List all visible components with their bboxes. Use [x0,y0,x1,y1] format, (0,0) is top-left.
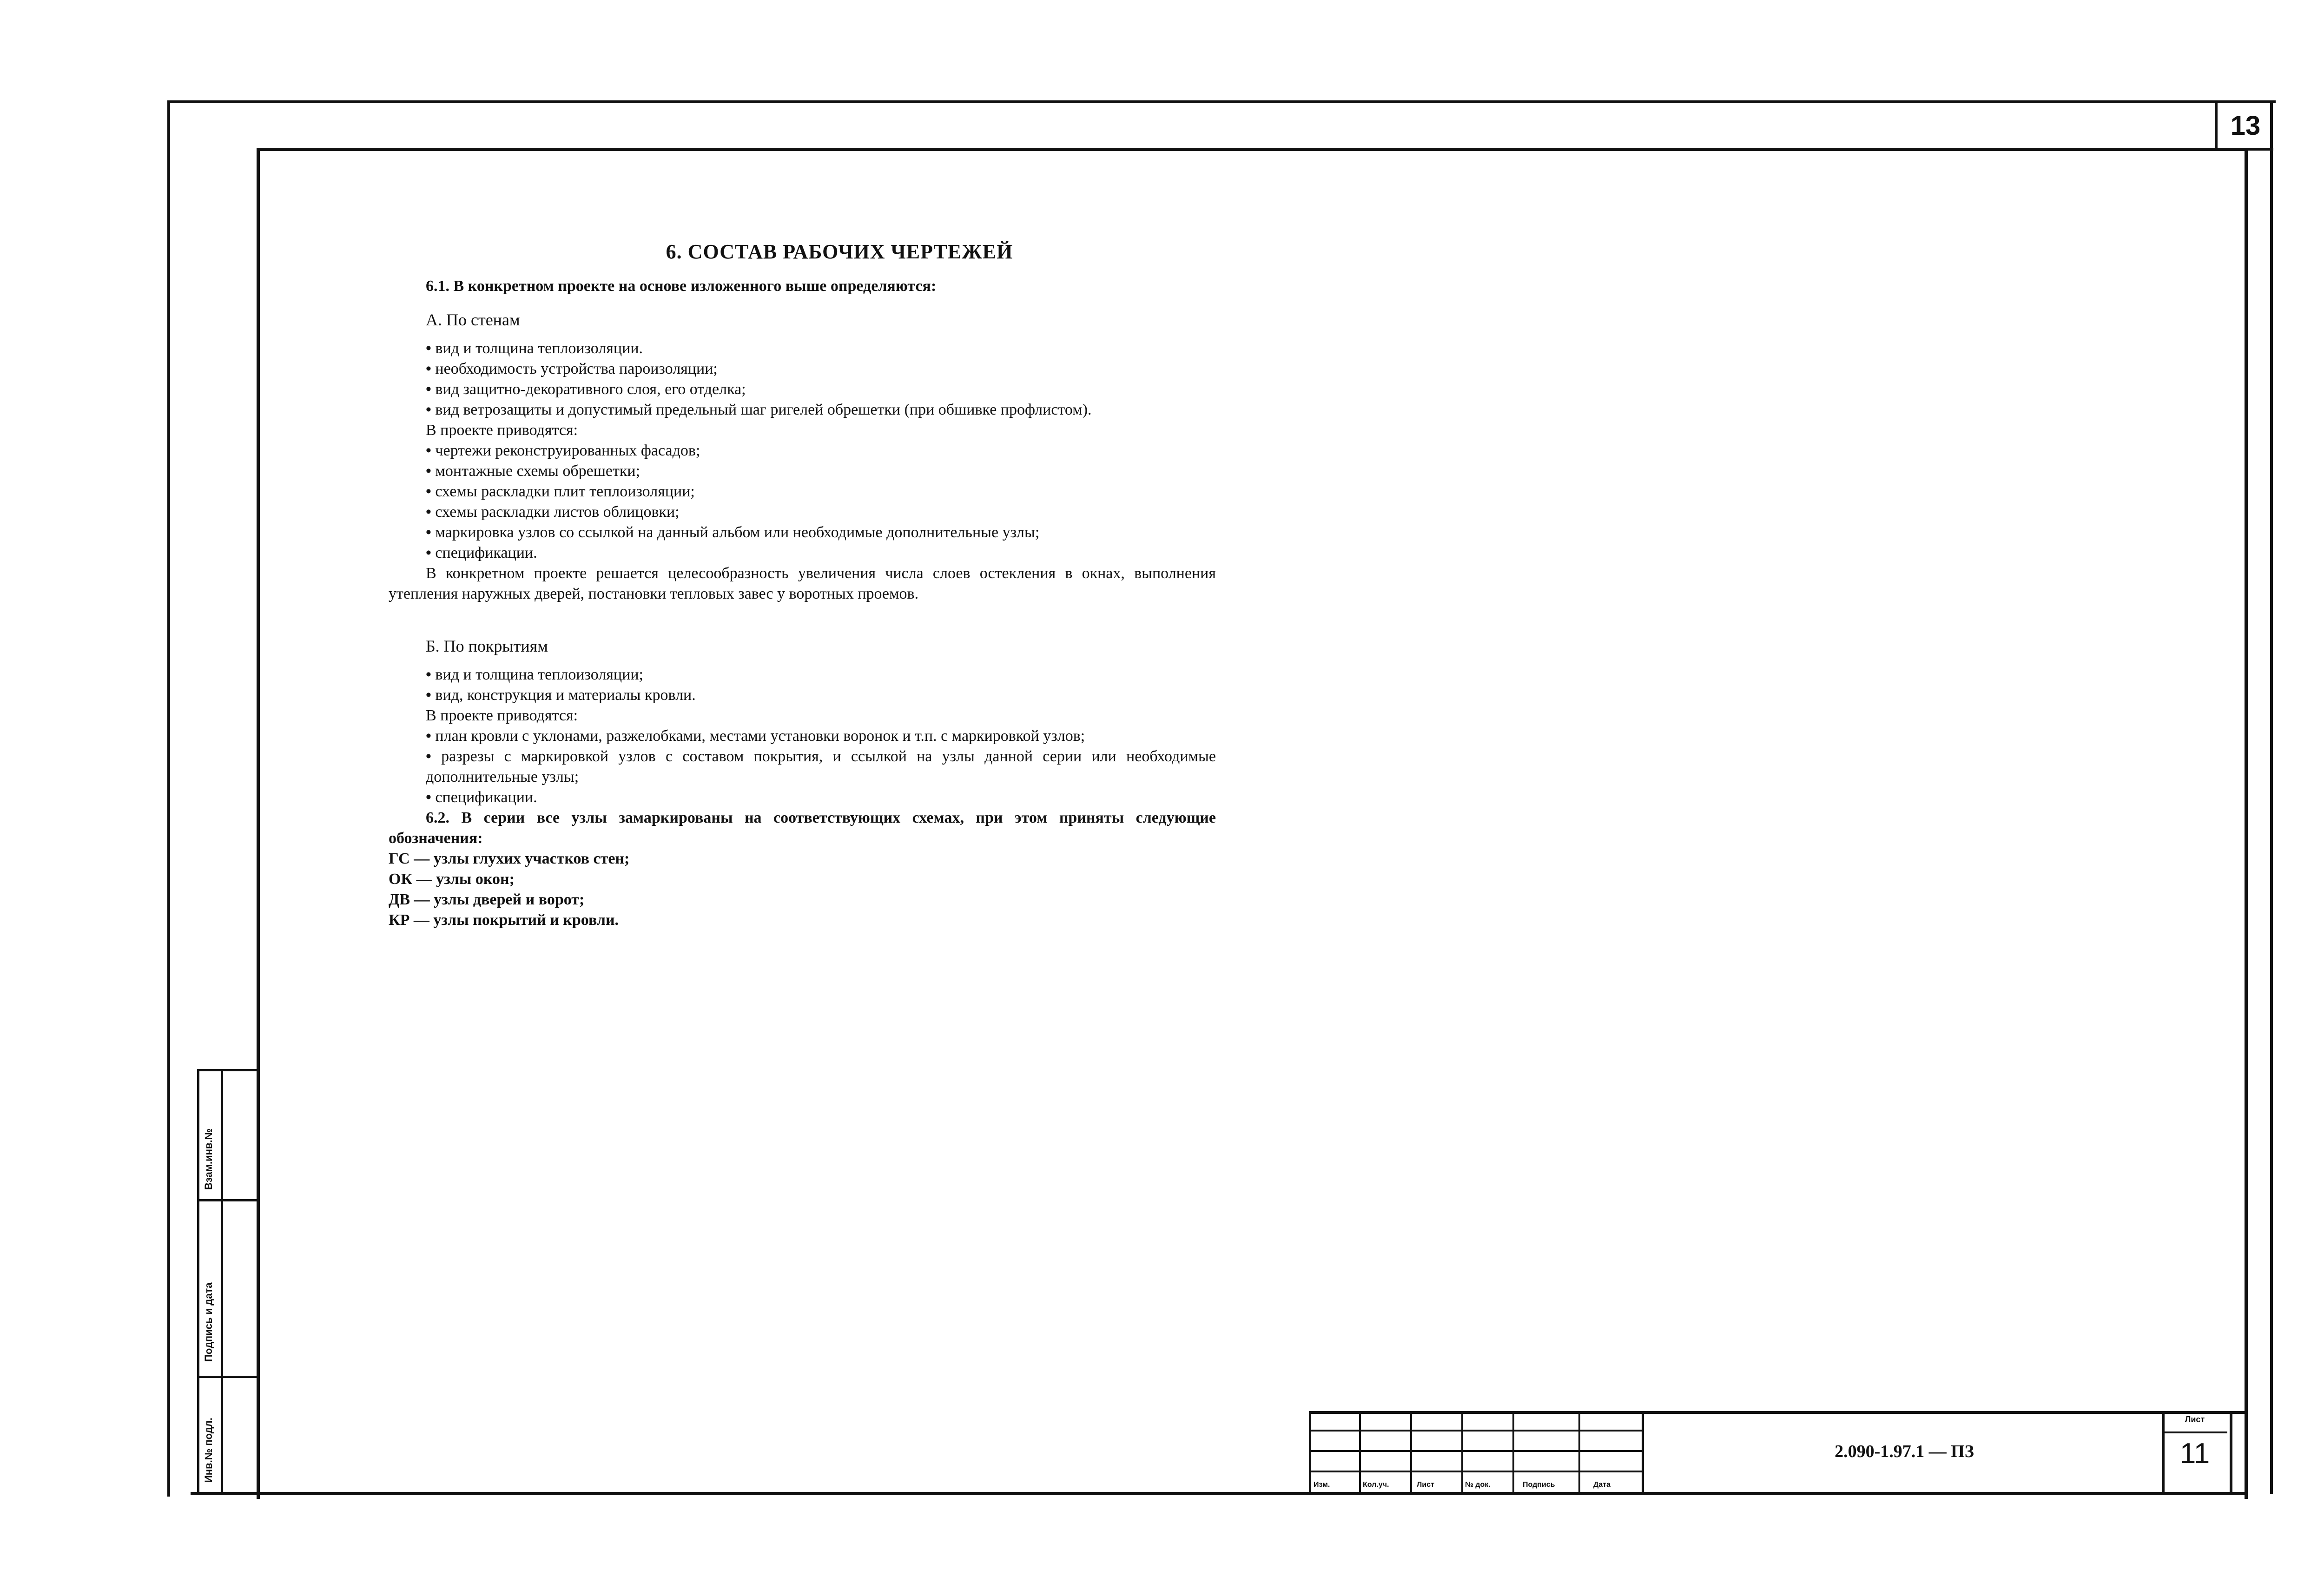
designation: ГС — узлы глухих участков стен; [389,850,630,867]
list-item: • вид, конструкция и материалы кровли. [389,685,1216,706]
list-item: • спецификации. [389,543,1216,563]
replace-inv-label: Взам.инв.№ [203,1128,214,1190]
designation: ОК — узлы окон; [389,871,515,888]
list-item: • вид защитно-декоративного слоя, его отделка; [389,379,1216,400]
sign-date-label: Подпись и дата [203,1282,214,1362]
binding-strip-divider [197,1199,257,1201]
col-label: Дата [1593,1481,1611,1489]
col-label: Подпись [1523,1481,1555,1489]
page-number: 13 [2215,103,2273,151]
in-project-label: В проекте приводятся: [426,707,578,724]
sheet-number: 11 [2179,1438,2210,1470]
section-a-closing: В конкретном проекте решается целесообразность увеличения числа слоев остекления в окнах, выполнения утепления наружных дверей, постановки тепловых завес у воротных проемов. [389,565,1216,602]
inv-no-label: Инв.№ подл. [203,1418,214,1483]
col-label: Лист [1417,1481,1434,1489]
col-label: Изм. [1314,1481,1330,1489]
outer-frame-right [2270,100,2273,1494]
document-body [389,242,1216,930]
paragraph-6-2: 6.2. В серии все узлы замаркированы на соответствующих схемах, при этом приняты следующие обозначения: [389,809,1216,847]
list-item: • вид и толщина теплоизоляции; [389,665,1216,685]
list-item: • маркировка узлов со ссылкой на данный альбом или необходимые дополнительные узлы; [389,522,1216,543]
list-item: • схемы раскладки плит теплоизоляции; [389,482,1216,502]
list-item: • схемы раскладки листов облицовки; [389,502,1216,522]
list-item: • чертежи реконструированных фасадов; [389,441,1216,461]
list-item: • план кровли с уклонами, разжелобками, местами установки воронок и т.п. с маркировкой узлов; [389,726,1216,746]
section-a-heading: А. По стенам [426,310,520,329]
sheet-divider [2162,1431,2227,1433]
in-project-label: В проекте приводятся: [426,422,578,439]
list-item: • монтажные схемы обрешетки; [389,461,1216,482]
section-b-heading: Б. По покрытиям [426,637,548,655]
list-item: • вид ветрозащиты и допустимый предельный шаг ригелей обрешетки (при обшивке профлистом). [389,400,1216,420]
list-item: • спецификации. [389,787,1216,808]
list-item: • разрезы с маркировкой узлов с составом покрытия, и ссылкой на узлы данной серии или необходимые дополнительные узлы; [389,746,1216,787]
sheet-label: Лист [2185,1415,2205,1424]
paragraph-6-1: 6.1. В конкретном проекте на основе изложенного выше определяются: [426,277,937,295]
list-item: • вид и толщина теплоизоляции. [389,338,1216,359]
designation: КР — узлы покрытий и кровли. [389,911,619,929]
binding-strip-divider [197,1376,257,1378]
document-code: 2.090-1.97.1 — ПЗ [1642,1411,2165,1492]
col-label: Кол.уч. [1363,1481,1389,1489]
designation: ДВ — узлы дверей и ворот; [389,891,585,908]
section-title: 6. СОСТАВ РАБОЧИХ ЧЕРТЕЖЕЙ [666,240,1013,263]
revision-table [1309,1411,1642,1492]
list-item: • необходимость устройства пароизоляции; [389,359,1216,379]
col-label: № док. [1465,1481,1491,1489]
